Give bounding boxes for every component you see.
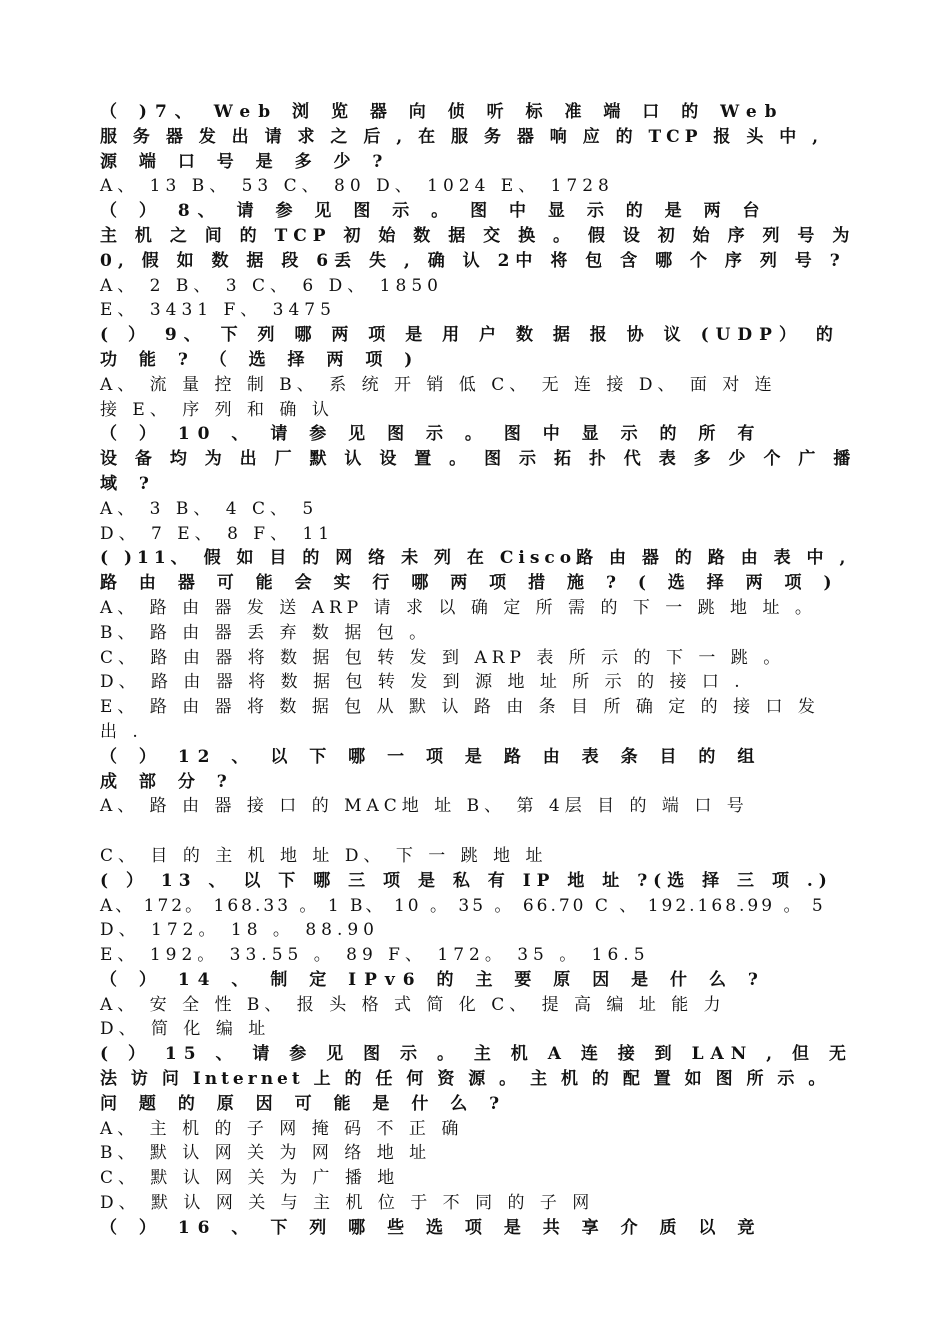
question-line: （ )7、 Web 浏 览 器 向 侦 听 标 准 端 口 的 Web bbox=[100, 102, 785, 122]
question-line: 路 由 器 可 能 会 实 行 哪 两 项 措 施 ? ( 选 择 两 项 ) bbox=[100, 573, 840, 594]
option-line: A、 3 B、 4 C、 5 bbox=[100, 498, 319, 519]
option-line: D、 简 化 编 址 bbox=[100, 1019, 271, 1040]
question-line: 法 访 问 Internet 上 的 任 何 资 源 。 主 机 的 配 置 如 图 所 示 。 bbox=[100, 1069, 830, 1090]
question-line: （ ） 14 、 制 定 IPv6 的 主 要 原 因 是 什 么 ? bbox=[100, 969, 766, 990]
option-line: C、 路 由 器 将 数 据 包 转 发 到 ARP 表 所 示 的 下 一 跳 。 bbox=[100, 647, 786, 668]
option-line: D、 172。 18 。 88.90 bbox=[100, 920, 379, 941]
option-line: E、 3431 F、 3475 bbox=[100, 300, 336, 321]
option-line: A、 13 B、 53 C、 80 D、 1024 E、 1728 bbox=[100, 176, 614, 197]
option-line: D、 7 E、 8 F、 11 bbox=[100, 523, 335, 544]
question-line: （ ） 16 、 下 列 哪 些 选 项 是 共 享 介 质 以 竞 bbox=[100, 1217, 763, 1238]
option-line: B、 路 由 器 丢 弃 数 据 包 。 bbox=[100, 622, 432, 643]
option-line: C、 目 的 主 机 地 址 D、 下 一 跳 地 址 bbox=[100, 845, 548, 866]
option-line: A、 安 全 性 B、 报 头 格 式 简 化 C、 提 高 编 址 能 力 bbox=[100, 994, 726, 1015]
option-line: A、 路 由 器 发 送 ARP 请 求 以 确 定 所 需 的 下 一 跳 地 址 。 bbox=[100, 597, 817, 618]
question-line: ( )11、 假 如 目 的 网 络 未 列 在 Cisco路 由 器 的 路 由 表 中 , bbox=[100, 548, 851, 569]
option-line: C、 默 认 网 关 为 广 播 地 bbox=[100, 1168, 400, 1189]
blank-line bbox=[100, 819, 865, 844]
option-line: B、 默 认 网 关 为 网 络 地 址 bbox=[100, 1143, 432, 1164]
option-line: A、 路 由 器 接 口 的 MAC地 址 B、 第 4层 目 的 端 口 号 bbox=[100, 796, 749, 817]
question-line: 主 机 之 间 的 TCP 初 始 数 据 交 换 。 假 设 初 始 序 列 号 为 bbox=[100, 225, 856, 246]
option-line: E、 192。 33.55 。 89 F、 172。 35 。 16.5 bbox=[100, 945, 650, 966]
option-line: 出 . bbox=[100, 721, 143, 742]
option-line: A、 2 B、 3 C、 6 D、 1850 bbox=[100, 275, 443, 296]
question-line: （ ） 10 、 请 参 见 图 示 。 图 中 显 示 的 所 有 bbox=[100, 424, 763, 445]
question-line: 域 ? bbox=[100, 473, 157, 494]
question-line: 服 务 器 发 出 请 求 之 后 , 在 服 务 器 响 应 的 TCP 报 头 中 , bbox=[100, 126, 824, 147]
option-line: E、 路 由 器 将 数 据 包 从 默 认 路 由 条 目 所 确 定 的 接 口 发 bbox=[100, 697, 820, 718]
question-line: 成 部 分 ? bbox=[100, 771, 235, 792]
option-line: 接 E、 序 列 和 确 认 bbox=[100, 399, 334, 420]
question-line: 0, 假 如 数 据 段 6丢 失 , 确 认 2中 将 包 含 哪 个 序 列 号 ? bbox=[100, 250, 846, 271]
option-line: D、 默 认 网 关 与 主 机 位 于 不 同 的 子 网 bbox=[100, 1193, 595, 1214]
option-line: D、 路 由 器 将 数 据 包 转 发 到 源 地 址 所 示 的 接 口 . bbox=[100, 672, 745, 693]
document-page bbox=[100, 100, 865, 1241]
question-line: （ ） 12 、 以 下 哪 一 项 是 路 由 表 条 目 的 组 bbox=[100, 746, 763, 767]
option-line: A、 流 量 控 制 B、 系 统 开 销 低 C、 无 连 接 D、 面 对 连 bbox=[100, 374, 777, 395]
question-line: （ ） 8、 请 参 见 图 示 。 图 中 显 示 的 是 两 台 bbox=[100, 201, 768, 222]
question-line: ( ） 13 、 以 下 哪 三 项 是 私 有 IP 地 址 ?(选 择 三 项 .) bbox=[100, 870, 833, 891]
question-line: 功 能 ? （ 选 择 两 项 ) bbox=[100, 349, 421, 370]
option-line: A、 主 机 的 子 网 掩 码 不 正 确 bbox=[100, 1118, 464, 1139]
question-line: 设 备 均 为 出 厂 默 认 设 置 。 图 示 拓 扑 代 表 多 少 个 广 播 bbox=[100, 449, 857, 470]
question-line: 问 题 的 原 因 可 能 是 什 么 ? bbox=[100, 1093, 508, 1114]
option-line: A、 172。 168.33 。 1 B、 10 。 35 。 66.70 C 、 192.168.99 。 5 bbox=[100, 895, 826, 916]
question-line: ( ） 15 、 请 参 见 图 示 。 主 机 A 连 接 到 LAN , 但 无 bbox=[100, 1044, 853, 1065]
question-line: 源 端 口 号 是 多 少 ? bbox=[100, 151, 391, 172]
question-line: ( ） 9、 下 列 哪 两 项 是 用 户 数 据 报 协 议 (UDP） 的 bbox=[100, 325, 840, 346]
